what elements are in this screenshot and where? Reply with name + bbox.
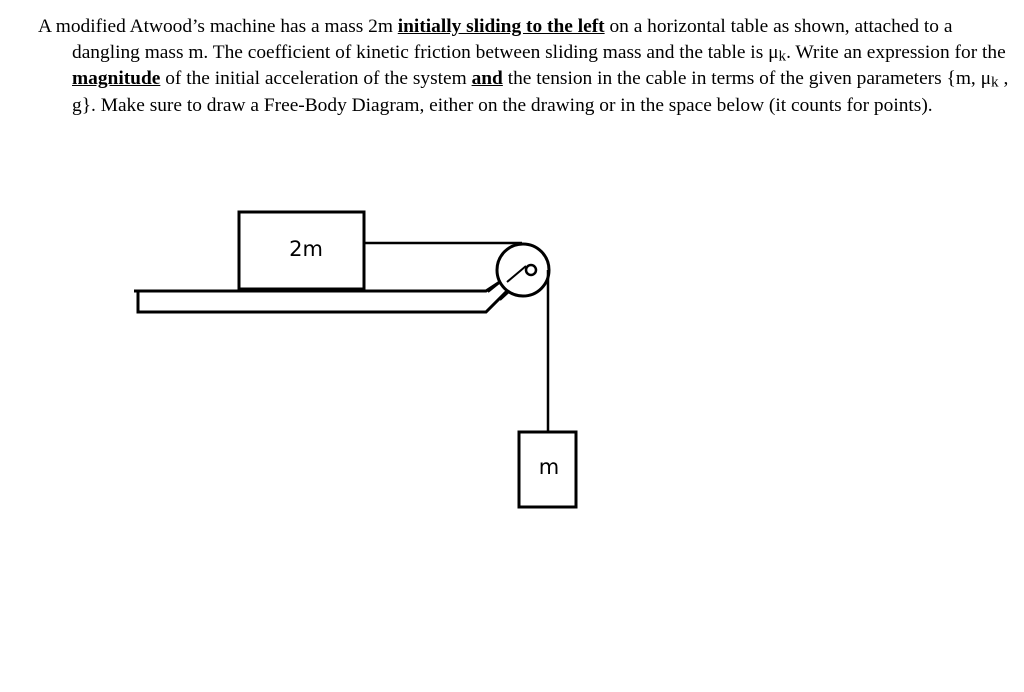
emphasis-and: and xyxy=(471,68,503,90)
problem-text-2: on a horizontal table as shown, attached to a dangling mass m. The coefficient of kinetic friction between sliding mass and the table is xyxy=(72,16,953,64)
mu-subscript-k-2: k xyxy=(991,75,999,92)
mu-symbol: μ xyxy=(768,42,779,64)
block-m-label: m xyxy=(538,455,560,479)
emphasis-magnitude: magnitude xyxy=(72,68,161,90)
problem-text-4: of the initial acceleration of the system xyxy=(160,68,472,90)
problem-text-3: . Write an expression for the xyxy=(786,42,1006,64)
problem-intro: A modified Atwood’s machine has a mass 2m xyxy=(38,16,398,37)
block-2m-label: 2m xyxy=(289,237,323,261)
problem-text-6: , g}. Make sure to draw a Free-Body Diagram, either on the drawing or in the space below (it counts for points). xyxy=(72,68,1009,116)
mu-subscript-k: k xyxy=(778,48,787,65)
pulley-wheel xyxy=(497,244,549,296)
emphasis-initially-sliding-left: initially sliding to the left xyxy=(397,16,605,37)
mu-symbol-2: μ xyxy=(980,68,992,90)
pulley-axle xyxy=(526,265,536,275)
problem-text-5: the tension in the cable in terms of the given parameters {m, xyxy=(502,68,981,90)
